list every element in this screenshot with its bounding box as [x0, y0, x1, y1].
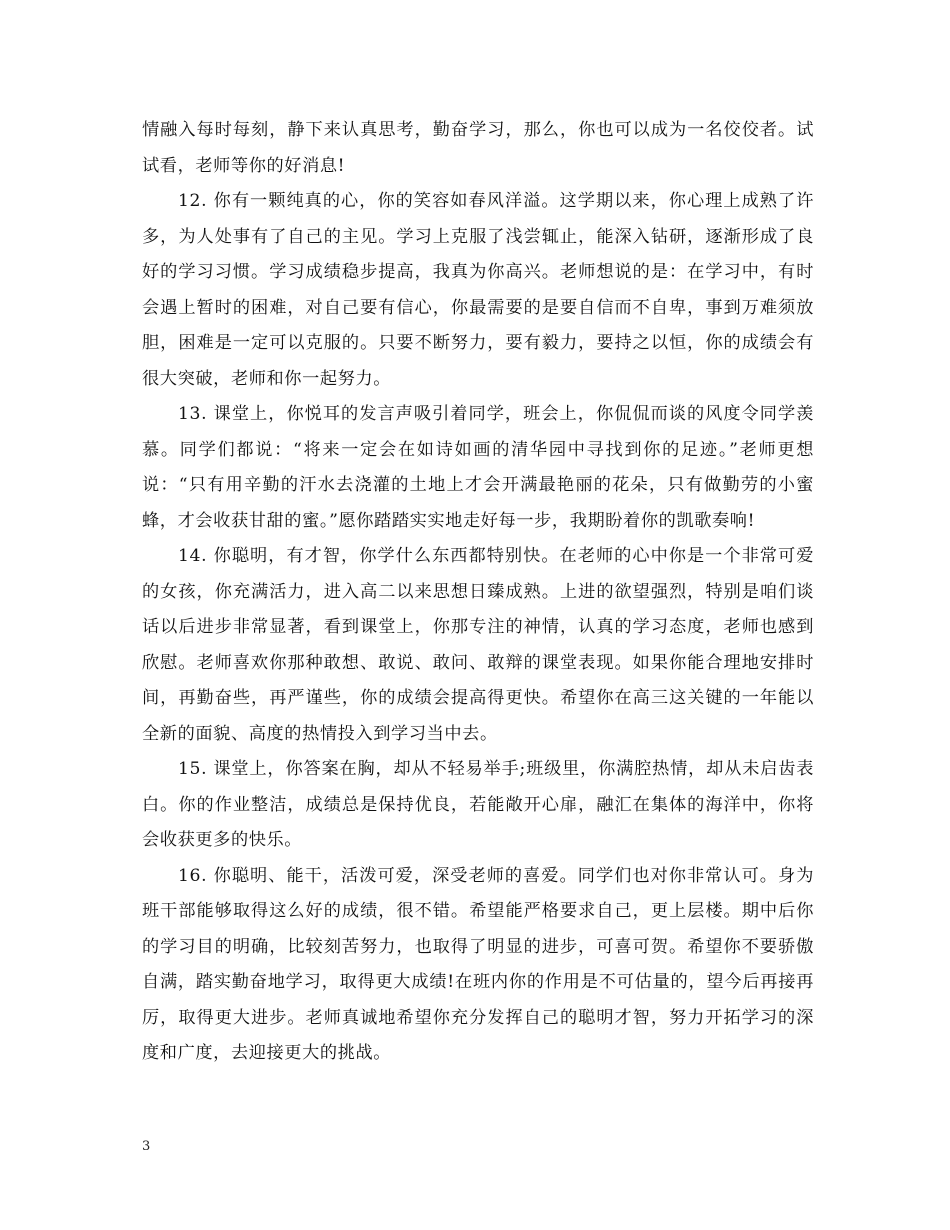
paragraph-comment-12: 12. 你有一颗纯真的心，你的笑容如春风洋溢。这学期以来，你心理上成熟了许多，为人处事有了自己的主见。学习上克服了浅尝辄止，能深入钻研，逐渐形成了良好的学习习惯。学习成绩稳步提高，我真为你高兴。老师想说的是：在学习中，有时会遇上暂时的困难，对自己要有信心，你最需要的是要自信而不自卑，事到万难须放胆，困难是一定可以克服的。只要不断努力，要有毅力，要持之以恒，你的成绩会有很大突破，老师和你一起努力。: [142, 191, 814, 389]
document-body: [142, 113, 814, 1072]
paragraph-comment-13: 13. 课堂上，你悦耳的发言声吸引着同学，班会上，你侃侃而谈的风度令同学羡慕。同学们都说：“将来一定会在如诗如画的清华园中寻找到你的足迹。”老师更想说：“只有用辛勤的汗水去浇灌的土地上才会开满最艳丽的花朵，只有做勤劳的小蜜蜂，才会收获甘甜的蜜。”愿你踏踏实实地走好每一步，我期盼着你的凯歌奏响!: [142, 404, 814, 531]
paragraph-continuation: 情融入每时每刻，静下来认真思考，勤奋学习，那么，你也可以成为一名佼佼者。试试看，老师等你的好消息!: [142, 120, 814, 176]
paragraph-comment-15: 15. 课堂上，你答案在胸，却从不轻易举手;班级里，你满腔热情，却从未启齿表白。你的作业整洁，成绩总是保持优良，若能敞开心扉，融汇在集体的海洋中，你将会收获更多的快乐。: [142, 759, 814, 850]
page-number: 3: [142, 1139, 151, 1154]
paragraph-comment-14: 14. 你聪明，有才智，你学什么东西都特别快。在老师的心中你是一个非常可爱的女孩，你充满活力，进入高二以来思想日臻成熟。上进的欲望强烈，特别是咱们谈话以后进步非常显著，看到课堂上，你那专注的神情，认真的学习态度，老师也感到欣慰。老师喜欢你那种敢想、敢说、敢问、敢辩的课堂表现。如果你能合理地安排时间，再勤奋些，再严谨些，你的成绩会提高得更快。希望你在高三这关键的一年能以全新的面貌、高度的热情投入到学习当中去。: [142, 546, 814, 744]
paragraph-comment-16: 16. 你聪明、能干，活泼可爱，深受老师的喜爱。同学们也对你非常认可。身为班干部能够取得这么好的成绩，很不错。希望能严格要求自己，更上层楼。期中后你的学习目的明确，比较刻苦努力，也取得了明显的进步，可喜可贺。希望你不要骄傲自满，踏实勤奋地学习，取得更大成绩!在班内你的作用是不可估量的，望今后再接再厉，取得更大进步。老师真诚地希望你充分发挥自己的聪明才智，努力开拓学习的深度和广度，去迎接更大的挑战。: [142, 865, 814, 1063]
